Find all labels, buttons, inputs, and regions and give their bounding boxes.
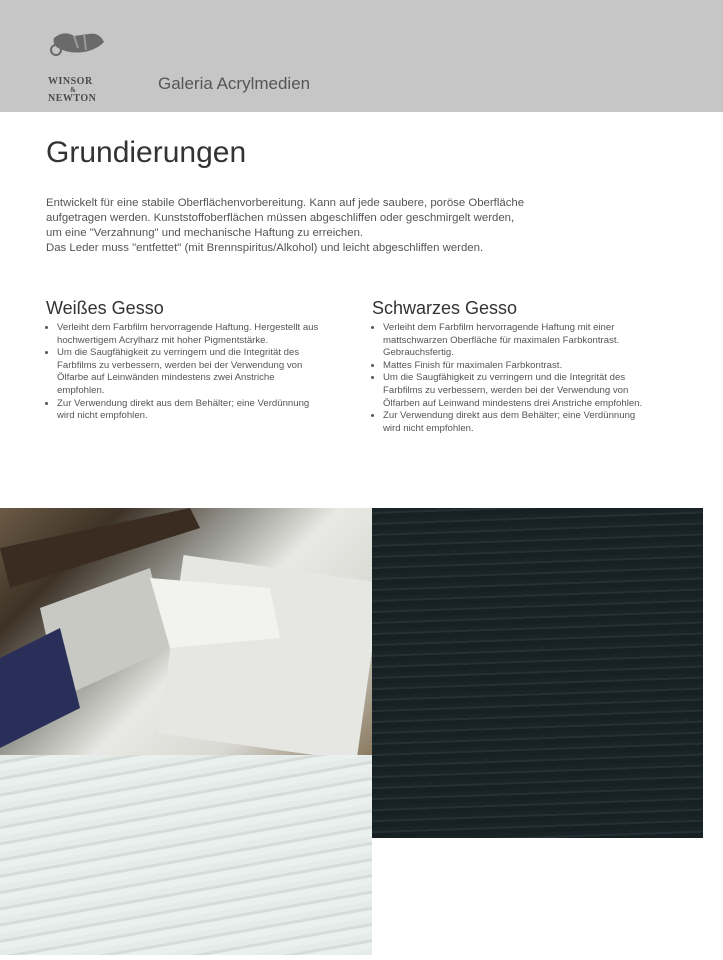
header-bar xyxy=(0,0,723,112)
brand-line-1: WINSOR xyxy=(48,76,93,87)
bullet-item: • Um die Saugfähigkeit zu verringern und die Integrität des Farbfilms zu verbessern, werden bei der Verwendung von Ölfarben auf Leinwand mindestens drei Anstriche empfohlen. xyxy=(383,372,652,410)
section-white-gesso xyxy=(46,298,321,423)
brand-ampersand: & xyxy=(70,86,77,94)
intro-line: aufgetragen werden. Kunststoffoberflächen müssen abgeschliffen oder geschmirgelt werden, xyxy=(46,212,515,224)
section-black-gesso xyxy=(372,298,652,435)
bullet-item: • Mattes Finish für maximalen Farbkontrast. xyxy=(383,360,652,373)
brush-gesso-photo xyxy=(0,508,372,755)
bullet-item: • Verleiht dem Farbfilm hervorragende Haftung mit einer mattschwarzen Oberfläche für maximalen Farbkontrast. Gebrauchsfertig. xyxy=(383,322,652,360)
bullet-item: • Zur Verwendung direkt aus dem Behälter; eine Verdünnung wird nicht empfohlen. xyxy=(57,398,321,423)
brush-illustration xyxy=(0,508,372,755)
bullet-item: • Zur Verwendung direkt aus dem Behälter; eine Verdünnung wird nicht empfohlen. xyxy=(383,410,652,435)
page-title: Grundierungen xyxy=(46,136,247,169)
section-title: Schwarzes Gesso xyxy=(372,298,518,318)
intro-line: Entwickelt für eine stabile Oberflächenvorbereitung. Kann auf jede saubere, poröse Oberfläche xyxy=(46,197,525,209)
white-gesso-texture xyxy=(0,755,372,955)
intro-line: Das Leder muss "entfettet" (mit Brennspiritus/Alkohol) und leicht abgeschliffen werden. xyxy=(46,242,484,254)
brand-wordmark xyxy=(48,76,96,104)
bullet-list xyxy=(46,322,321,423)
brand-line-2: NEWTON xyxy=(48,93,97,104)
bullet-item: • Verleiht dem Farbfilm hervorragende Haftung. Hergestellt aus hochwertigem Acrylharz mit hoher Pigmentstärke. xyxy=(57,322,321,347)
black-gesso-texture xyxy=(372,508,703,838)
section-title: Weißes Gesso xyxy=(46,298,164,318)
bullet-item: • Um die Saugfähigkeit zu verringern und die Integrität des Farbfilms zu verbessern, werden bei der Verwendung von Ölfarbe auf Leinwänden mindestens zwei Anstriche empfohlen. xyxy=(57,347,321,397)
intro-line: um eine "Verzahnung" und mechanische Haftung zu erreichen. xyxy=(46,227,364,239)
bullet-list xyxy=(372,322,652,435)
brand-title: Galeria Acrylmedien xyxy=(158,74,311,93)
intro-text xyxy=(46,196,686,256)
